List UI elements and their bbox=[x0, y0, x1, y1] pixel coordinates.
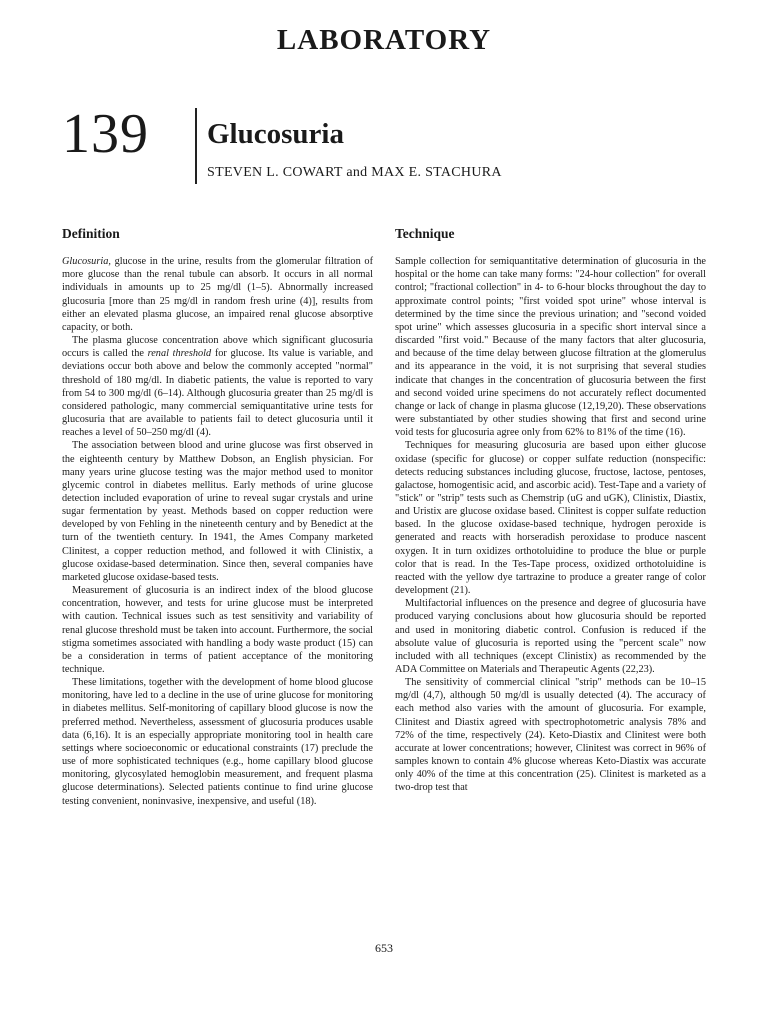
body-paragraph bbox=[395, 439, 706, 597]
body-paragraph bbox=[62, 676, 373, 808]
technique-column bbox=[395, 227, 706, 795]
text-run: The sensitivity of commercial clinical "strip" methods can be 10–15 mg/dl (4,7), although 50 mg/dl is usually detected (4). The accuracy of each method also varies with the amount of glucosuria. For example, Clinitest and Diastix agreed with spectrophotometric analysis 78% and 72% of the time, respectively (24). Keto-Diastix and Clinitest were both accurate at lower concentrations; however, Clinitest was correct in 96% of samples known to contain 4% glucose whereas Keto-Diastix was accurate only 40% of the time at this concentration (25). Clinitest is marketed as a two-drop test that bbox=[395, 677, 706, 794]
body-paragraph bbox=[62, 584, 373, 676]
body-paragraph bbox=[395, 676, 706, 794]
text-run: Sample collection for semiquantitative determination of glucosuria in the hospital or the home can take many forms: "24-hour collection" for overall control; "fractional collection" in 4- to 6-hour blocks throughout the day to approximate control points; "first voided spot urine" whose interval is determined by the time since the previous urination; and "second voided spot urine" which assesses glucosuria in a specific short interval since a discarded "first void." Because of the many factors that alter glucosuria, and because of the time delay between glucose filtration at the glomerulus and its appearance in the void, it is not surprising that several studies indicate that changes in the concentration of glucosuria between the first and second voided urine specimens do not accurately reflect documented change or lack of change in plasma glucose (12,19,20). These observations were substantiated by other studies showing that first and second urine void tests for glucosuria agree only from 62% to 81% of the time (16). bbox=[395, 256, 706, 439]
text-run: Techniques for measuring glucosuria are based upon either glucose oxidase (specific for glucose) or copper sulfate reduction (nonspecific: detects reducing substances including glucose, fructose, lactose, pentoses, galactose, homogentisic acid, and ascorbic acid). Test-Tape and a variety of "stick" or "strip" tests such as Chemstrip (uG and uGK), Clinistix, Diastix, and Uristix are glucose oxidase based. Clinitest is copper sulfate reduction based. In the glucose oxidase-based technique, hydrogen peroxide is generated and reacts with horseradish peroxidase to produce nascent oxygen. It in turn oxidizes orthotoluidine to produce the blue or purple color that is read. In the Tes-Tape process, oxidized orthotoluidine is reacted with the yellow dye tartrazine to produce a greater range of color development (21). bbox=[395, 440, 706, 597]
chapter-title: Glucosuria bbox=[207, 118, 344, 150]
body-paragraph bbox=[62, 255, 373, 334]
technique-heading: Technique bbox=[395, 226, 455, 241]
body-paragraph bbox=[395, 255, 706, 439]
definition-body bbox=[62, 255, 373, 808]
technique-body bbox=[395, 255, 706, 794]
body-paragraph bbox=[62, 334, 373, 439]
definition-column bbox=[62, 227, 373, 808]
body-paragraph bbox=[395, 597, 706, 676]
text-run: for glucose. Its value is variable, and deviations occur both above and below the commonly accepted "normal" threshold of 180 mg/dl. In diabetic patients, the value is reported to vary from 54 to 300 mg/dl (6–14). Although glucosuria greater than 25 mg/dl is considered pathologic, many commercial semiquantitative urine tests for glucosuria that are available to patients fail to detect glucosuria until it reaches a level of 50–250 mg/dl (4). bbox=[62, 348, 373, 439]
text-run: The association between blood and urine glucose was first observed in the eighteenth century by Matthew Dobson, an English physician. For many years urine glucose testing was the major method used to monitor glycemic control in diabetes mellitus. Early methods of urine glucose detection included evaporation of urine to reveal sugar crystals and urine sugar fermentation by yeast. Methods based on copper reduction were developed by von Fehling in the nineteenth century and by Benedict at the turn of the twentieth century. In 1941, the Ames Company marketed Clinitest, a copper reduction method, and followed it with Clinistix, a glucose oxidase-based determination. Since then, several companies have marketed glucose oxidase-based tests. bbox=[62, 440, 373, 583]
text-run: glucose in the urine, results from the glomerular filtration of more glucose than the renal tubule can absorb. It occurs in all normal individuals in amounts up to 25 mg/dl (1–5). Abnormally increased glucosuria [more than 25 mg/dl in random fresh urine (4)], results from either an elevated plasma glucose, an impaired renal glucose absorptive capacity, or both. bbox=[62, 256, 373, 333]
text-run: Multifactorial influences on the presence and degree of glucosuria have produced varying conclusions about how glucosuria should be reported and used in monitoring diabetic control. Confusion is reduced if the absolute value of glucosuria is reported using the "percent scale" now included with all techniques (except Clinistix) as recommended by the ADA Committee on Materials and Therapeutic Agents (22,23). bbox=[395, 598, 706, 675]
text-run: The plasma glucose concentration above which significant glucosuria occurs is called the bbox=[62, 335, 373, 360]
text-run: These limitations, together with the development of home blood glucose monitoring, have led to a decline in the use of urine glucose for monitoring in diabetes mellitus. Self-monitoring of capillary blood glucose is now the preferred method. Nevertheless, assessment of glucosuria produces usable data (6,16). It is an especially appropriate monitoring tool in health care settings where socioeconomic or educational constraints (17) preclude the use of more sophisticated techniques (e.g., home capillary blood glucose monitoring, glycosylated hemoglobin measurement, and frequent plasma glucose determinations). Selected patients continue to find urine glucose testing convenient, noninvasive, inexpensive, and useful (18). bbox=[62, 677, 373, 807]
italic-term: Glucosuria, bbox=[62, 256, 111, 268]
text-run: Measurement of glucosuria is an indirect index of the blood glucose concentration, however, and tests for urine glucose must be interpreted with caution. Technical issues such as test sensitivity and variability of renal glucose threshold must be taken into account. Furthermore, the social stigma sometimes associated with handling a body waste product (15) can be a consideration in terms of patient acceptance of the monitoring technique. bbox=[62, 585, 373, 675]
body-paragraph bbox=[62, 439, 373, 584]
chapter-divider bbox=[195, 108, 197, 184]
page-number: 653 bbox=[375, 941, 393, 955]
section-label: LABORATORY bbox=[276, 24, 492, 56]
chapter-number: 139 bbox=[62, 103, 149, 165]
definition-heading: Definition bbox=[62, 226, 120, 241]
italic-term: renal threshold bbox=[147, 348, 212, 360]
chapter-authors: STEVEN L. COWART and MAX E. STACHURA bbox=[207, 165, 502, 180]
